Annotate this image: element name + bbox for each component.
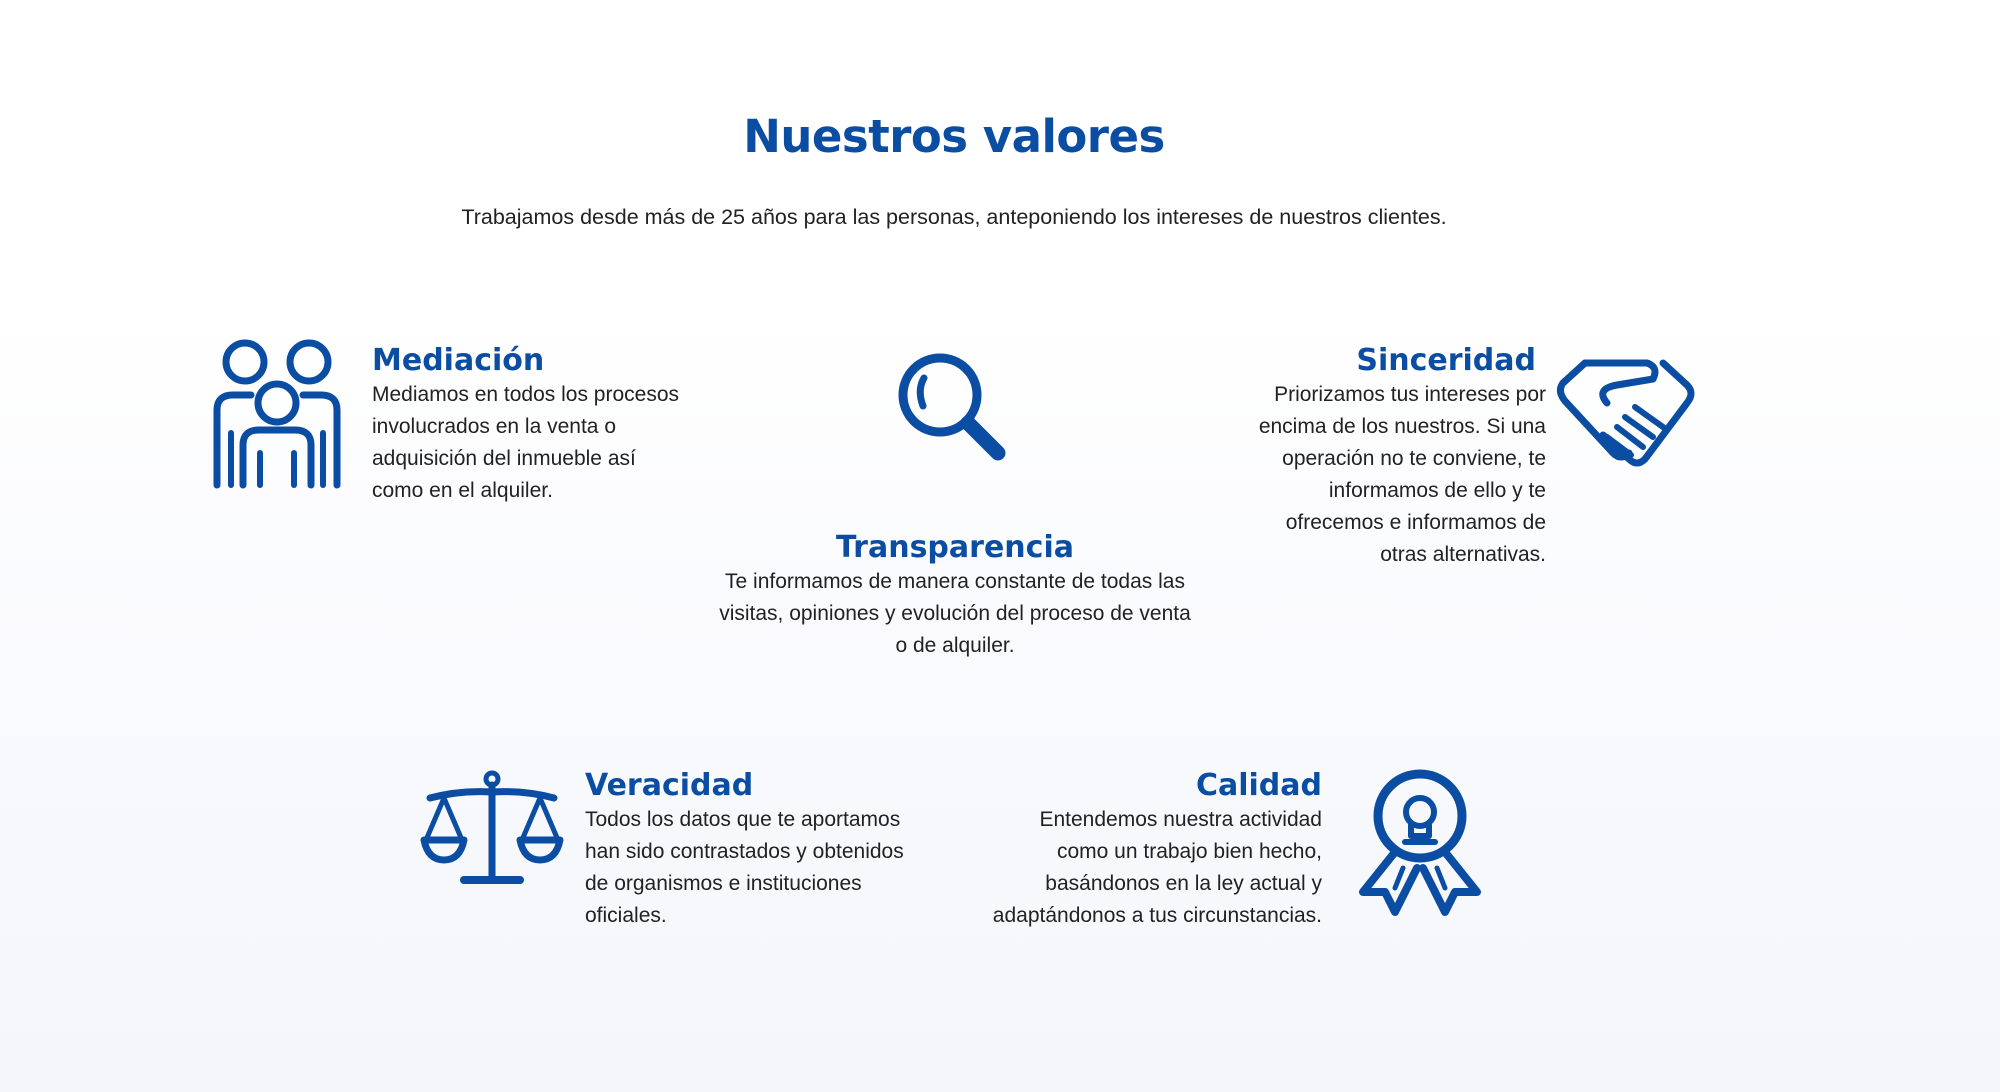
value-mediacion: [205, 335, 705, 505]
magnifier-icon: [895, 350, 1015, 470]
value-description: Todos los datos que te aportamos han sido contrastados y obtenidos de organismos e instituciones oficiales.: [585, 808, 904, 927]
value-title: Mediación: [372, 343, 545, 378]
value-title: Sinceridad: [1356, 343, 1536, 378]
value-sinceridad: [1240, 335, 1700, 575]
value-description: Priorizamos tus intereses por encima de los nuestros. Si una operación no te conviene, te informamos de ello y te ofrecemos e informamos de otras alternativas.: [1258, 383, 1546, 566]
value-calidad: [985, 765, 1485, 935]
value-description: Entendemos nuestra actividad como un trabajo bien hecho, basándonos en la ley actual y adaptándonos a tus circunstancias.: [992, 808, 1322, 927]
value-title: Veracidad: [585, 768, 754, 803]
value-title: Transparencia: [836, 530, 1074, 565]
handshake-icon: [1555, 355, 1700, 475]
family-icon: [205, 335, 355, 495]
award-ribbon-icon: [1355, 768, 1485, 918]
section-subtitle: Trabajamos desde más de 25 años para las personas, anteponiendo los intereses de nuestros clientes.: [461, 205, 1447, 229]
value-title: Calidad: [1195, 768, 1322, 803]
section-title: Nuestros valores: [743, 110, 1165, 163]
value-transparencia: [705, 350, 1205, 670]
value-description: Mediamos en todos los procesos involucrados en la venta o adquisición del inmueble así como en el alquiler.: [372, 383, 679, 502]
value-veracidad: [420, 765, 920, 935]
value-description: Te informamos de manera constante de todas las visitas, opiniones y evolución del proceso de venta o de alquiler.: [719, 570, 1191, 657]
scales-icon: [420, 770, 565, 890]
